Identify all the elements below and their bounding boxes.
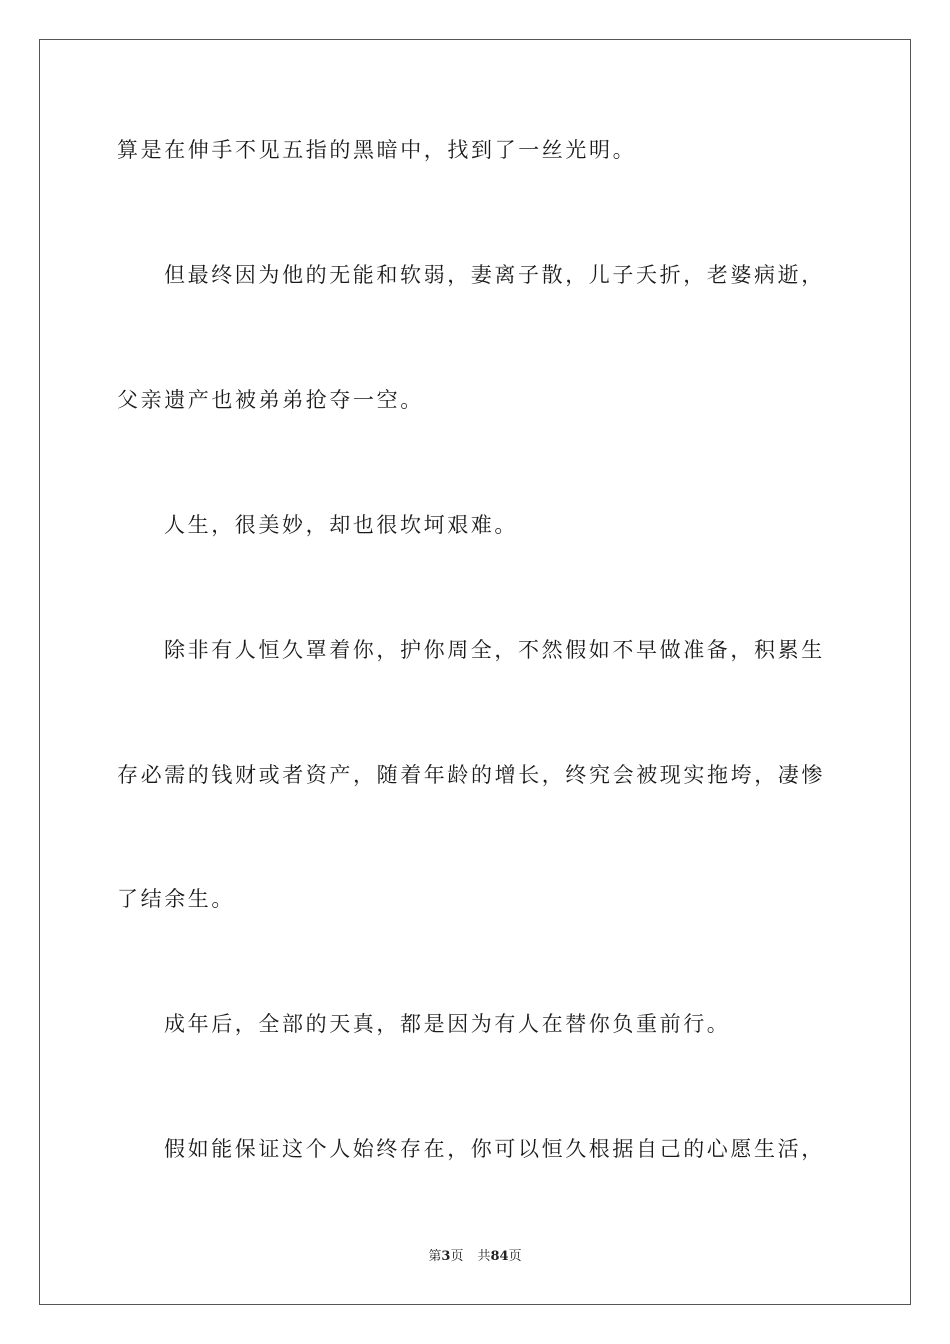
footer-total-unit: 页 xyxy=(508,1249,522,1264)
page-footer xyxy=(0,1248,950,1266)
text-line-6: 存必需的钱财或者资产，随着年龄的增长，终究会被现实拖垮，凄惨 xyxy=(117,763,825,787)
text-line-8: 成年后，全部的天真，都是因为有人在替你负重前行。 xyxy=(164,1012,731,1036)
text-line-5: 除非有人恒久罩着你，护你周全，不然假如不早做准备，积累生 xyxy=(164,638,825,662)
text-line-3: 父亲遗产也被弟弟抢夺一空。 xyxy=(117,388,424,412)
text-line-9: 假如能保证这个人始终存在，你可以恒久根据自己的心愿生活， xyxy=(164,1137,825,1161)
text-line-1: 算是在伸手不见五指的黑暗中，找到了一丝光明。 xyxy=(117,138,637,162)
page-border xyxy=(39,39,911,1305)
text-line-7: 了结余生。 xyxy=(117,887,235,911)
footer-total-pages: 84 xyxy=(490,1249,509,1264)
footer-page-number: 3 xyxy=(441,1249,451,1264)
footer-prefix: 第 xyxy=(428,1249,442,1264)
footer-total-prefix: 共 xyxy=(477,1249,491,1264)
footer-page-unit: 页 xyxy=(450,1249,464,1264)
text-line-2: 但最终因为他的无能和软弱，妻离子散，儿子夭折，老婆病逝， xyxy=(164,263,825,287)
text-line-4: 人生，很美妙，却也很坎坷艰难。 xyxy=(164,513,518,537)
